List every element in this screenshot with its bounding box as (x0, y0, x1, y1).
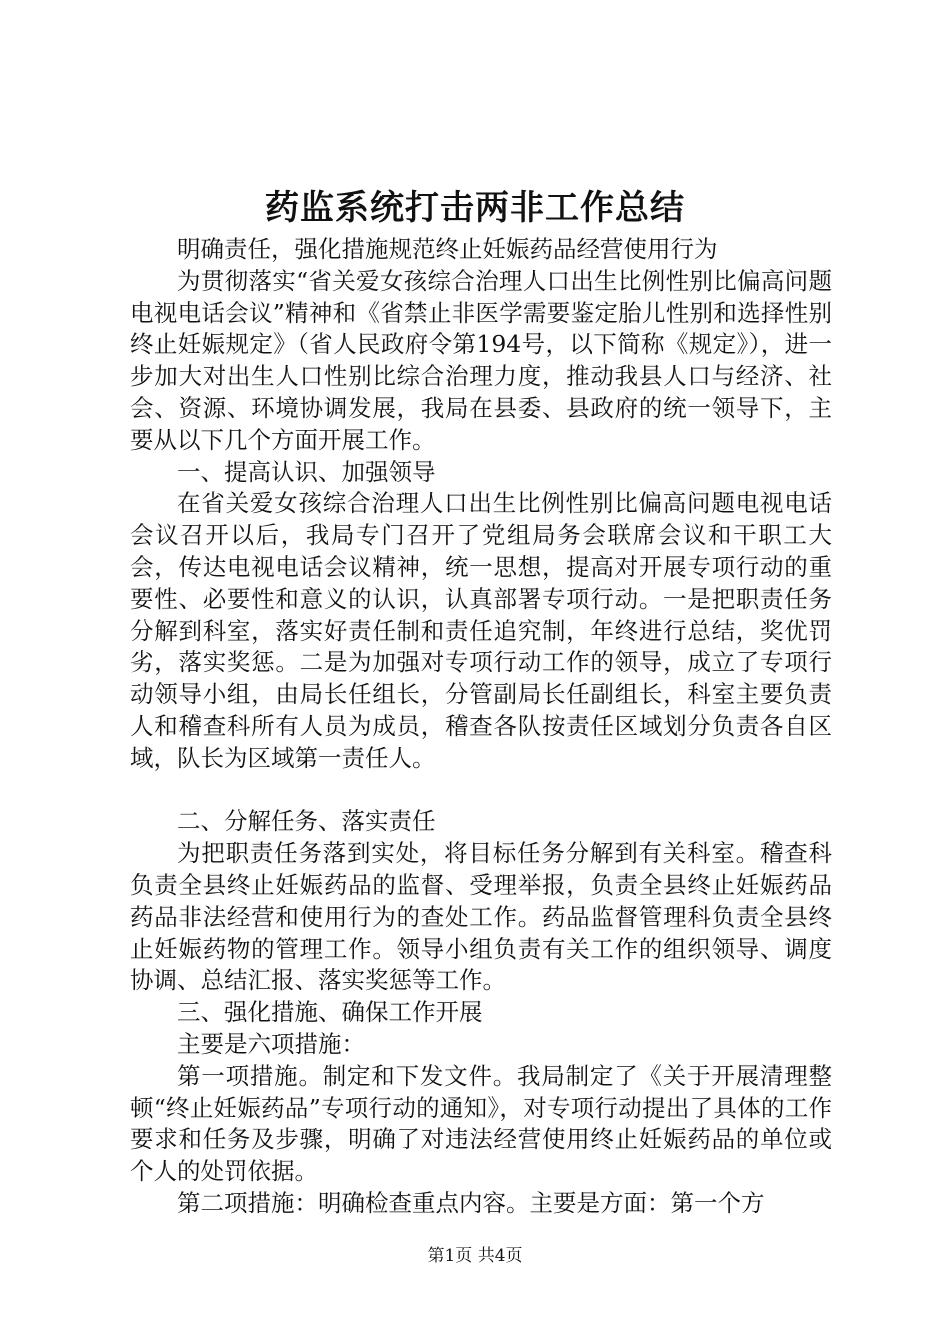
paragraph-spacer (130, 775, 832, 807)
intro-paragraph: 为贯彻落实“省关爱女孩综合治理人口出生比例性别比偏高问题电视电话会议”精神和《省禁止非医学需要鉴定胎儿性别和选择性别终止妊娠规定》（省人民政府令第194号，以下简称《规定》），进一步加大对出生人口性别比综合治理力度，推动我县人口与经济、社会、资源、环境协调发展，我局在县委、县政府的统一领导下，主要从以下几个方面开展工作。 (130, 266, 832, 454)
section-2-paragraph: 为把职责任务落到实处，将目标任务分解到有关科室。稽查科负责全县终止妊娠药品的监督、受理举报，负责全县终止妊娠药品药品非法经营和使用行为的查处工作。药品监督管理科负责全县终止妊娠药物的管理工作。领导小组负责有关工作的组织领导、调度协调、总结汇报、落实奖惩等工作。 (130, 839, 832, 995)
measure-1-paragraph: 第一项措施。制定和下发文件。我局制定了《关于开展清理整顿“终止妊娠药品”专项行动的通知》，对专项行动提出了具体的工作要求和任务及步骤，明确了对违法经营使用终止妊娠药品的单位或个人的处罚依据。 (130, 1061, 832, 1186)
document-title: 药监系统打击两非工作总结 (265, 188, 685, 228)
page-number-footer: 第1页 共4页 (427, 1246, 523, 1266)
section-heading-2: 二、分解任务、落实责任 (177, 807, 436, 836)
section-1-paragraph: 在省关爱女孩综合治理人口出生比例性别比偏高问题电视电话会议召开以后，我局专门召开了党组局务会联席会议和干职工大会，传达电视电话会议精神，统一思想，提高对开展专项行动的重要性、必要性和意义的认识，认真部署专项行动。一是把职责任务分解到科室，落实好责任制和责任追究制，年终进行总结，奖优罚劣，落实奖惩。二是为加强对专项行动工作的领导，成立了专项行动领导小组，由局长任组长，分管副局长任副组长，科室主要负责人和稽查科所有人员为成员，稽查各队按责任区域划分负责各自区域，队长为区域第一责任人。 (130, 489, 832, 772)
document-body (130, 234, 832, 1220)
measures-intro: 主要是六项措施： (177, 1029, 365, 1058)
measure-2-paragraph: 第二项措施：明确检查重点内容。主要是方面：第一个方 (177, 1188, 765, 1217)
subtitle-paragraph: 明确责任，强化措施规范终止妊娠药品经营使用行为 (177, 235, 718, 263)
section-heading-3: 三、强化措施、确保工作开展 (177, 998, 483, 1027)
section-heading-1: 一、提高认识、加强领导 (177, 457, 436, 486)
